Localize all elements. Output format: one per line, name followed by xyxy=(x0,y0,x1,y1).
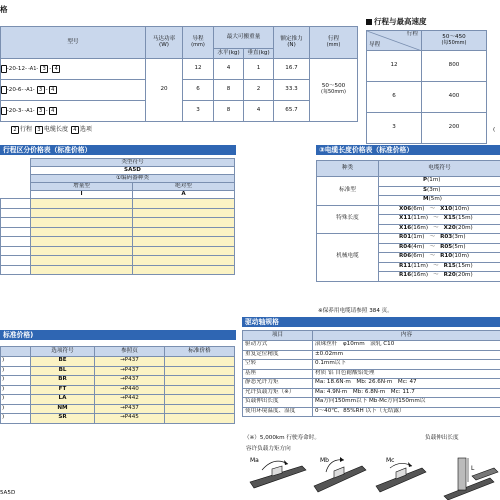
option-code: FT xyxy=(31,385,95,395)
option-mark: ) xyxy=(1,376,31,386)
reference-page: →P445 xyxy=(95,414,165,424)
header-max-load: 最大可搬重量 xyxy=(214,27,274,49)
table-row xyxy=(1,218,235,228)
cable-note: ※保养用电缆请参照 384 页。 xyxy=(318,308,393,314)
table-row xyxy=(1,208,235,218)
cable-code: X16(16m) ～ X20(20m) xyxy=(379,224,500,234)
table-row xyxy=(1,414,235,424)
incremental-header: 增量型 xyxy=(31,183,133,191)
table-row xyxy=(1,227,235,237)
spec-content: 滚珠丝杆 φ10mm 滚轧 C10 xyxy=(313,341,500,351)
mc-label: Mc xyxy=(386,457,395,464)
option-mark: ) xyxy=(1,395,31,405)
thrust-value: 65.7 xyxy=(274,101,310,122)
model-name: SA5D xyxy=(31,167,235,175)
type-symbol-header: 类型符号 xyxy=(31,159,235,167)
square-bullet-icon xyxy=(366,19,372,25)
table-row xyxy=(1,395,235,405)
spec-content: 0～40℃、85%RH 以下（无结露） xyxy=(313,407,500,417)
spec-content: 0.1mm以下 xyxy=(313,360,500,370)
table-row xyxy=(317,177,500,187)
reference-page: →P437 xyxy=(95,404,165,414)
cable-code: S(3m) xyxy=(379,186,500,196)
standard-price xyxy=(165,385,235,395)
option-mark: ) xyxy=(1,385,31,395)
standard-price xyxy=(165,395,235,405)
option-price-bar: 标准价格) xyxy=(0,330,236,340)
cable-price-table xyxy=(316,160,500,282)
table-row xyxy=(243,369,500,379)
spec-item: 驱动方式 xyxy=(243,341,313,351)
header-horizontal: 水平(kg) xyxy=(214,49,244,59)
header-power: 马达功率 (W) xyxy=(146,27,183,59)
spec-content: Ma: 4.9N·m Mb: 6.8N·m Mc: 11.7 xyxy=(313,388,500,398)
speed-lead: 12 xyxy=(367,51,422,82)
standard-price-header: 标准价格 xyxy=(165,347,235,357)
footer-model: 5A5D xyxy=(0,490,16,496)
spec-content: Ma: 18.6N·m Mb: 26.6N·m Mc: 47 xyxy=(313,379,500,389)
standard-price xyxy=(165,404,235,414)
speed-table xyxy=(366,30,487,144)
option-code: BL xyxy=(31,366,95,376)
option-code: BE xyxy=(31,357,95,367)
cable-code: X11(11m) ～ X15(15m) xyxy=(379,215,500,225)
model-code: -20-6--A1- 3 - 4 xyxy=(1,80,146,101)
lead-value: 12 xyxy=(183,59,214,80)
cable-code: P(1m) xyxy=(379,177,500,187)
table-row xyxy=(1,256,235,266)
content-header: 内容 xyxy=(313,331,500,341)
code-legend: 2 行程 3 电缆长度 4 选项 xyxy=(0,124,92,134)
stroke-price-bar: 行程区分价格表（标准价格） xyxy=(0,145,236,155)
header-lead: 导程 (mm) xyxy=(183,27,214,59)
reference-page: →P442 xyxy=(95,395,165,405)
header-model: 型号 xyxy=(1,27,146,59)
absolute-symbol: A xyxy=(133,191,235,199)
option-code: BR xyxy=(31,376,95,386)
table-row xyxy=(1,366,235,376)
ma-label: Ma xyxy=(250,457,259,464)
range-header: 50～450 (每50mm) xyxy=(422,31,487,51)
spec-item: 负载伸出长度 xyxy=(243,398,313,408)
speed-title: 行程与最高速度 xyxy=(366,16,427,27)
mc-diagram xyxy=(376,457,426,492)
thrust-value: 16.7 xyxy=(274,59,310,80)
table-row xyxy=(1,237,235,247)
speed-value: 200 xyxy=(422,113,487,144)
encoder-header: ①编码器种类 xyxy=(31,175,235,183)
model-code: -20-3--A1- 3 - 4 xyxy=(1,101,146,122)
cable-code: M(5m) xyxy=(379,196,500,206)
option-code: NM xyxy=(31,404,95,414)
mb-diagram xyxy=(314,457,366,492)
table-row xyxy=(317,234,500,244)
drive-spec-table xyxy=(242,330,500,417)
table-row xyxy=(1,404,235,414)
vertical-load: 4 xyxy=(244,101,274,122)
table-row xyxy=(1,376,235,386)
cable-code: R01(1m) ～ R03(3m) xyxy=(379,234,500,244)
reference-page: →P437 xyxy=(95,357,165,367)
cable-code: R04(4m) ～ R05(5m) xyxy=(379,243,500,253)
cable-price-bar: ③电缆长度价格表（标准价格） xyxy=(316,145,500,155)
reference-page: →P440 xyxy=(95,385,165,395)
cable-kind: 机械电缆 xyxy=(317,234,379,282)
table-row xyxy=(317,205,500,215)
header-stroke: 行程 (mm) xyxy=(310,27,358,59)
drive-spec-bar: 驱动轴规格 xyxy=(242,317,500,327)
option-code-header: 选项符号 xyxy=(31,347,95,357)
spec-item: 空转 xyxy=(243,360,313,370)
life-note: （※）5,000km 行驶寿命时。 xyxy=(244,435,320,441)
table-row xyxy=(1,385,235,395)
ma-diagram xyxy=(250,457,306,488)
vertical-load: 2 xyxy=(244,80,274,101)
speed-value: 400 xyxy=(422,82,487,113)
item-header: 项目 xyxy=(243,331,313,341)
table-row xyxy=(243,398,500,408)
cable-code: R11(11m) ～ R15(15m) xyxy=(379,262,500,272)
spec-item: 重复定位精度 xyxy=(243,350,313,360)
standard-price xyxy=(165,357,235,367)
absolute-header: 绝对型 xyxy=(133,183,235,191)
incremental-symbol: I xyxy=(31,191,133,199)
moment-diagram xyxy=(244,452,500,500)
stroke-value: 50～500 (每50mm) xyxy=(310,59,358,122)
reference-page: →P437 xyxy=(95,376,165,386)
speed-value: 800 xyxy=(422,51,487,82)
table-row xyxy=(1,265,235,275)
table-row xyxy=(1,59,358,80)
horizontal-load: 8 xyxy=(214,80,244,101)
standard-price xyxy=(165,376,235,386)
table-row xyxy=(243,360,500,370)
spec-content: ±0.02mm xyxy=(313,350,500,360)
cable-code: R16(16m) ～ R20(20m) xyxy=(379,272,500,282)
cable-code-header: 电缆符号 xyxy=(379,161,500,177)
header-thrust: 额定推力 (N) xyxy=(274,27,310,59)
lead-value: 3 xyxy=(183,101,214,122)
diag-header: 行程 导程 xyxy=(367,31,422,51)
spec-item: 基座 xyxy=(243,369,313,379)
option-mark: ) xyxy=(1,366,31,376)
stroke-price-table xyxy=(30,158,235,199)
header-vertical: 垂直(kg) xyxy=(244,49,274,59)
reference-page-header: 参照页 xyxy=(95,347,165,357)
speed-lead: 6 xyxy=(367,82,422,113)
spec-title: 格 xyxy=(0,5,8,14)
horizontal-load: 8 xyxy=(214,101,244,122)
lead-value: 6 xyxy=(183,80,214,101)
cable-kind: 特殊长度 xyxy=(317,205,379,234)
kind-header: 种类 xyxy=(317,161,379,177)
power-value: 20 xyxy=(146,59,183,122)
speed-edge: ( xyxy=(493,127,496,133)
model-code: -20-12--A1- 3 - 4 xyxy=(1,59,146,80)
option-code: SR xyxy=(31,414,95,424)
spec-item: 静态允许力矩 xyxy=(243,379,313,389)
spec-table xyxy=(0,26,358,122)
option-price-table xyxy=(0,346,235,424)
moment-direction-label: 容许负载力矩方向 xyxy=(246,446,291,452)
table-row xyxy=(1,357,235,367)
table-row xyxy=(1,199,235,209)
cable-kind: 标准型 xyxy=(317,177,379,206)
overhang-label: 负载伸出长度 xyxy=(425,435,459,441)
option-mark: ) xyxy=(1,414,31,424)
table-row xyxy=(1,246,235,256)
spec-item: 使用环境温度、湿度 xyxy=(243,407,313,417)
thrust-value: 33.3 xyxy=(274,80,310,101)
table-row xyxy=(243,350,500,360)
speed-lead: 3 xyxy=(367,113,422,144)
spec-content: 材质 铝 自色耐酸铝处理 xyxy=(313,369,500,379)
reference-page: →P437 xyxy=(95,366,165,376)
vertical-load: 1 xyxy=(244,59,274,80)
option-mark: ) xyxy=(1,404,31,414)
spec-item: 允许负载力矩（※） xyxy=(243,388,313,398)
option-code: LA xyxy=(31,395,95,405)
standard-price xyxy=(165,366,235,376)
table-row xyxy=(243,388,500,398)
cable-code: R06(6m) ～ R10(10m) xyxy=(379,253,500,263)
spec-content: Ma方向150mm以下 Mb·Mc方向150mm以 xyxy=(313,398,500,408)
overhang-diagram xyxy=(444,458,498,500)
standard-price xyxy=(165,414,235,424)
table-row xyxy=(243,407,500,417)
table-row xyxy=(243,341,500,351)
stroke-price-rows xyxy=(0,198,235,275)
table-row xyxy=(243,379,500,389)
cable-code: X06(6m) ～ X10(10m) xyxy=(379,205,500,215)
mb-label: Mb xyxy=(320,457,329,464)
option-mark: ) xyxy=(1,357,31,367)
horizontal-load: 4 xyxy=(214,59,244,80)
l-label: L xyxy=(471,465,475,472)
